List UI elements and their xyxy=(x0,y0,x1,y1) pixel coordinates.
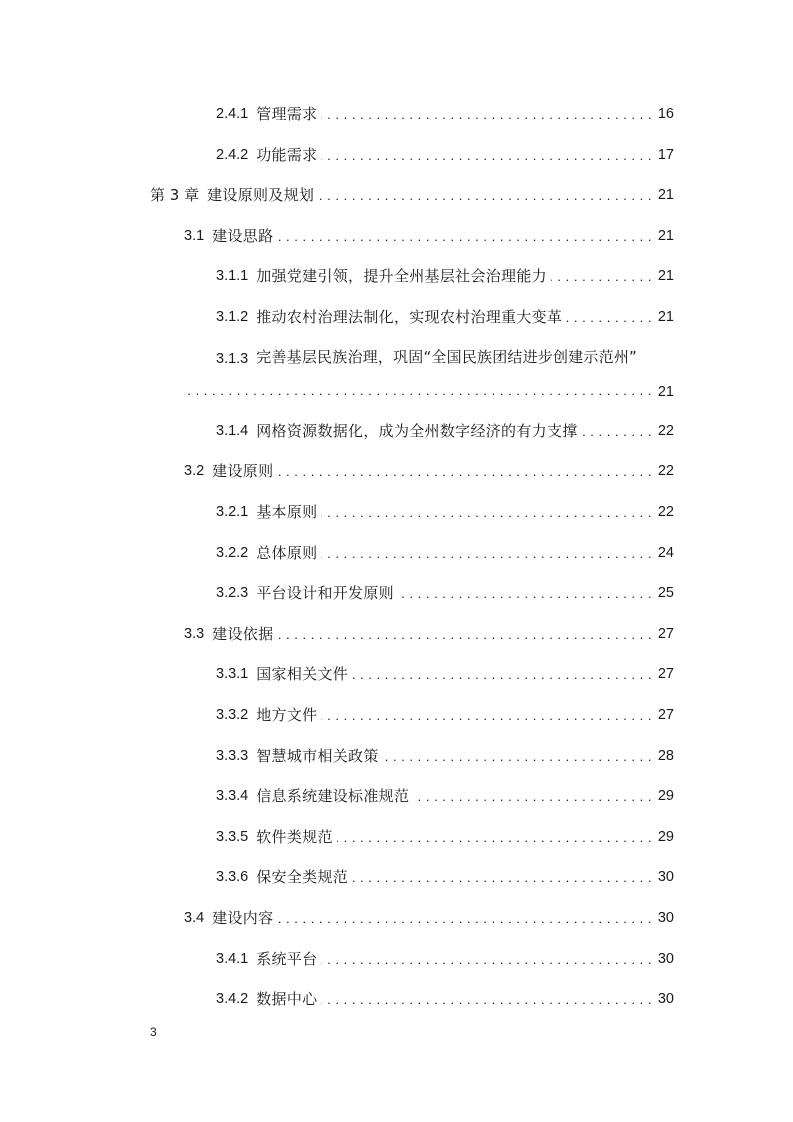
toc-entry-number: 2.4.2 xyxy=(216,147,249,163)
dot-leader xyxy=(321,107,652,121)
toc-entry[interactable] xyxy=(216,742,674,766)
toc-entry-chapter[interactable] xyxy=(150,181,674,205)
toc-entry-title: 保安全类规范 xyxy=(256,868,349,886)
toc-entry-page: 22 xyxy=(657,463,674,479)
toc-entry-page: 24 xyxy=(657,545,674,561)
dot-leader xyxy=(277,627,652,641)
toc-entry-number: 3.4.2 xyxy=(216,991,249,1007)
toc-entry[interactable] xyxy=(216,660,674,684)
toc-entry[interactable] xyxy=(216,417,674,441)
dot-leader xyxy=(321,148,652,162)
toc-entry-page: 30 xyxy=(657,910,674,926)
toc-entry-title: 建设依据 xyxy=(212,625,274,643)
toc-entry-number: 3.2.3 xyxy=(216,585,249,601)
toc-entry[interactable] xyxy=(216,579,674,603)
toc-entry[interactable] xyxy=(216,262,674,286)
toc-entry[interactable] xyxy=(216,303,674,327)
toc-entry-title: 地方文件 xyxy=(256,706,318,724)
toc-entry-number: 3.1.2 xyxy=(216,309,249,325)
toc-entry[interactable] xyxy=(216,863,674,887)
toc-entry-number: 3.2 xyxy=(184,463,205,479)
toc-entry-title: 基本原则 xyxy=(256,503,318,521)
toc-entry-title: 建设内容 xyxy=(212,909,274,927)
toc-entry-title: 平台设计和开发原则 xyxy=(256,584,394,602)
dot-leader xyxy=(277,911,652,925)
toc-entry-number: 3.3.2 xyxy=(216,707,249,723)
toc-entry-number: 第 3 章 xyxy=(150,186,200,204)
dot-leader xyxy=(277,464,652,478)
toc-entry-page: 16 xyxy=(657,106,674,122)
toc-entry-title: 系统平台 xyxy=(256,950,318,968)
toc-entry[interactable] xyxy=(216,945,674,969)
dot-leader xyxy=(321,546,652,560)
dot-leader xyxy=(337,830,652,844)
toc-entry-number: 3.3 xyxy=(184,626,205,642)
toc-entry[interactable] xyxy=(216,141,674,165)
toc-entry-page: 27 xyxy=(657,626,674,642)
dot-leader xyxy=(318,188,652,202)
toc-entry-page: 21 xyxy=(657,187,674,203)
dot-leader xyxy=(352,667,652,681)
toc-entry-page: 21 xyxy=(657,228,674,244)
toc-entry-title: 推动农村治理法制化，实现农村治理重大变革 xyxy=(256,308,563,326)
dot-leader xyxy=(321,952,652,966)
dot-leader xyxy=(321,708,652,722)
toc-entry-page: 17 xyxy=(657,147,674,163)
toc-entry-section[interactable] xyxy=(184,620,674,644)
toc-entry-title: 建设思路 xyxy=(212,227,274,245)
toc-entry-page: 30 xyxy=(657,951,674,967)
toc-entry-number: 3.4 xyxy=(184,910,205,926)
toc-entry-title: 总体原则 xyxy=(256,544,318,562)
toc-entry-section[interactable] xyxy=(184,457,674,481)
toc-entry-title: 管理需求 xyxy=(256,105,318,123)
dot-leader xyxy=(566,310,652,324)
toc-entry-number: 3.1 xyxy=(184,228,205,244)
page-number: 3 xyxy=(150,1025,157,1039)
toc-entry-title: 信息系统建设标准规范 xyxy=(256,787,410,805)
dot-leader xyxy=(582,424,652,438)
toc-entry-number: 3.3.5 xyxy=(216,829,249,845)
toc-entry[interactable] xyxy=(216,701,674,725)
toc-entry-page: 25 xyxy=(657,585,674,601)
toc-entry-number: 2.4.1 xyxy=(216,106,249,122)
toc-entry-section[interactable] xyxy=(184,222,674,246)
toc-entry-title: 数据中心 xyxy=(256,990,318,1008)
toc-entry-page: 29 xyxy=(657,829,674,845)
toc-entry[interactable] xyxy=(216,782,674,806)
dot-leader xyxy=(352,870,652,884)
toc-entry-title: 国家相关文件 xyxy=(256,665,349,683)
toc-entry-page: 30 xyxy=(657,869,674,885)
toc-entry-page: 21 xyxy=(657,309,674,325)
toc-entry-title: 完善基层民族治理，巩固“全国民族团结进步创建示范州” xyxy=(256,348,637,366)
toc-entry-number: 3.3.4 xyxy=(216,788,249,804)
toc-entry-title: 加强党建引领，提升全州基层社会治理能力 xyxy=(256,267,547,285)
toc-entry-number: 3.3.1 xyxy=(216,666,249,682)
toc-entry-wrapped-continuation[interactable] xyxy=(186,376,674,400)
toc-entry-title: 智慧城市相关政策 xyxy=(256,747,379,765)
toc-entry-number: 3.4.1 xyxy=(216,951,249,967)
toc-entry-page: 21 xyxy=(657,268,674,284)
toc-entry-title: 软件类规范 xyxy=(256,828,333,846)
toc-entry-wrapped[interactable] xyxy=(216,343,674,367)
dot-leader xyxy=(186,383,652,397)
toc-entry-number: 3.1.4 xyxy=(216,423,249,439)
toc-entry[interactable] xyxy=(216,539,674,563)
toc-entry[interactable] xyxy=(216,823,674,847)
toc-entry-number: 3.3.3 xyxy=(216,748,249,764)
toc-entry[interactable] xyxy=(216,985,674,1009)
toc-entry-number: 3.1.3 xyxy=(216,351,249,367)
toc-entry-title: 建设原则 xyxy=(212,462,274,480)
toc-entry[interactable] xyxy=(216,498,674,522)
toc-entry-number: 3.2.2 xyxy=(216,545,249,561)
toc-entry-page: 22 xyxy=(657,504,674,520)
toc-entry-page: 29 xyxy=(657,788,674,804)
toc-entry-number: 3.1.1 xyxy=(216,268,249,284)
toc-entry-number: 3.3.6 xyxy=(216,869,249,885)
toc-entry-title: 网格资源数据化，成为全州数字经济的有力支撑 xyxy=(256,422,578,440)
toc-entry-page: 22 xyxy=(657,423,674,439)
toc-entry-number: 3.2.1 xyxy=(216,504,249,520)
dot-leader xyxy=(551,269,652,283)
toc-entry[interactable] xyxy=(216,100,674,124)
dot-leader xyxy=(413,789,652,803)
toc-entry-title: 功能需求 xyxy=(256,146,318,164)
toc-entry-section[interactable] xyxy=(184,904,674,928)
dot-leader xyxy=(321,505,652,519)
toc-entry-page: 27 xyxy=(657,707,674,723)
toc-entry-page: 21 xyxy=(657,384,674,400)
dot-leader xyxy=(383,749,652,763)
toc-entry-page: 30 xyxy=(657,991,674,1007)
toc-entry-page: 28 xyxy=(657,748,674,764)
dot-leader xyxy=(277,229,652,243)
toc-entry-title: 建设原则及规划 xyxy=(207,186,315,204)
dot-leader xyxy=(321,992,652,1006)
toc-entry-page: 27 xyxy=(657,666,674,682)
dot-leader xyxy=(398,586,652,600)
